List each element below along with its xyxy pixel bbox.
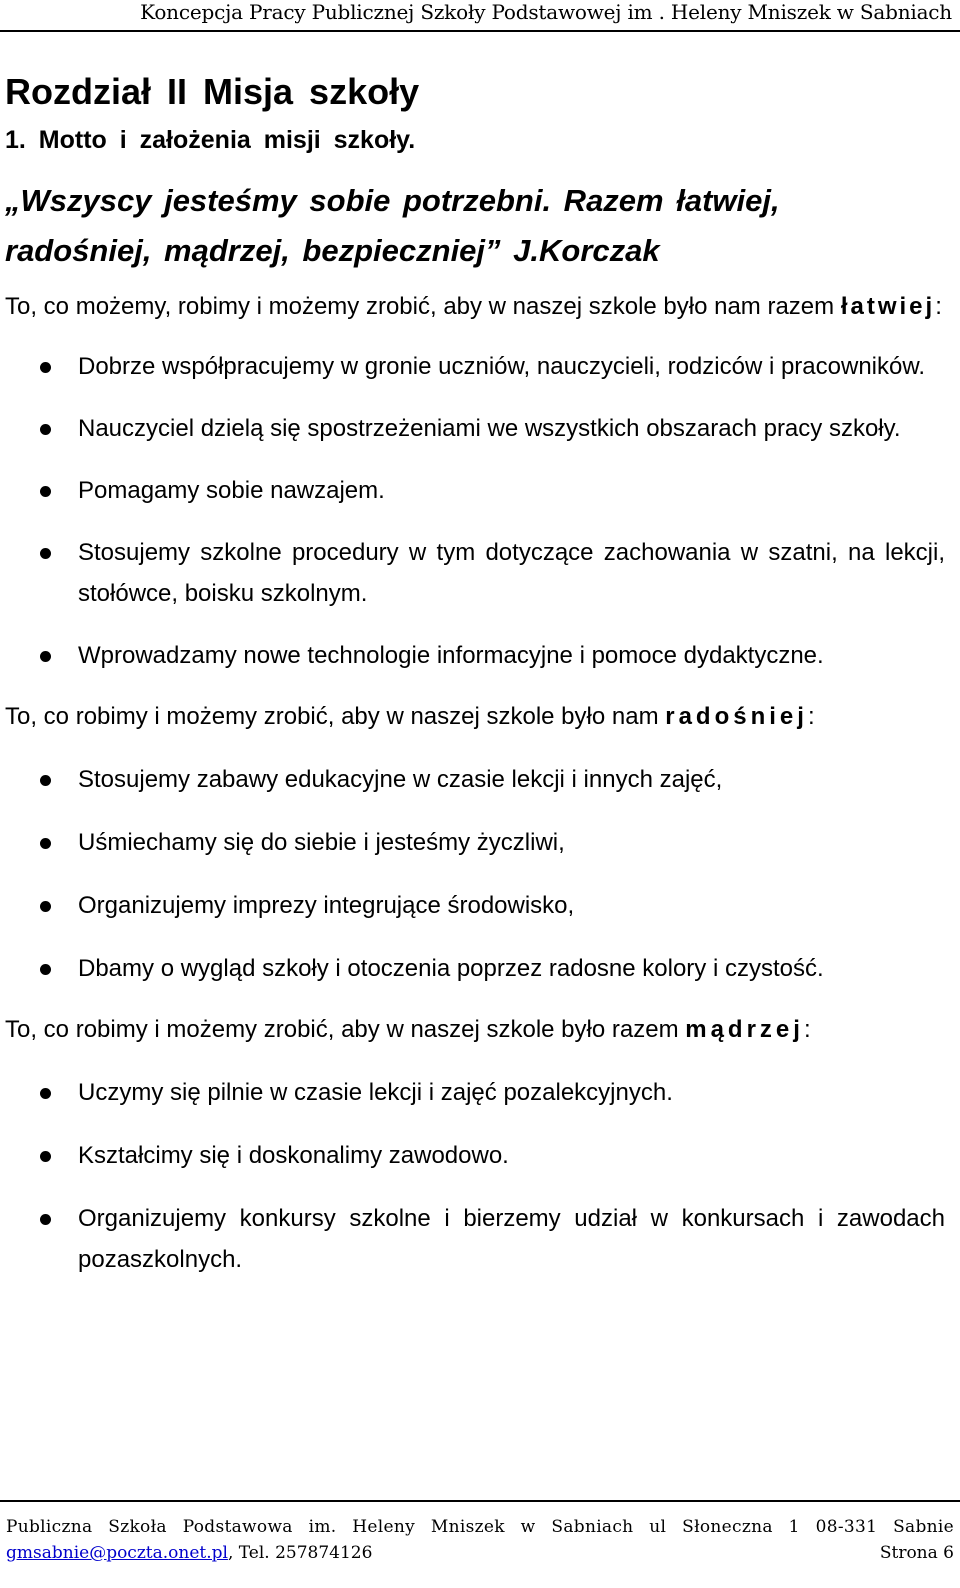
bullet-icon (40, 838, 51, 849)
footer-page-number: Strona 6 (879, 1543, 954, 1563)
list-item-text: Kształcimy się i doskonalimy zawodowo. (78, 1142, 509, 1169)
wiser-list (5, 1072, 945, 1280)
section-title: 1. Motto i założenia misji szkoły. (5, 126, 416, 154)
list-item-text: Stosujemy szkolne procedury w tym dotyczące zachowania w szatni, na lekcji, stołówce, boisku szkolnym. (78, 539, 945, 607)
list-item (5, 822, 945, 863)
easier-suffix: : (935, 293, 942, 320)
joyful-suffix: : (807, 703, 815, 730)
list-item-text: Organizujemy konkursy szkolne i bierzemy udział w konkursach i zawodach pozaszkolnych. (78, 1205, 945, 1273)
wiser-keyword: mądrzej (685, 1016, 804, 1043)
list-item-text: Wprowadzamy nowe technologie informacyjne i pomoce dydaktyczne. (78, 642, 824, 669)
running-header (0, 0, 960, 32)
wiser-intro (5, 1009, 945, 1050)
list-item (5, 885, 945, 926)
document-body (5, 70, 945, 1280)
easier-list (5, 346, 945, 676)
footer-email-link[interactable]: gmsabnie@poczta.onet.pl (6, 1543, 228, 1563)
list-item (5, 1198, 945, 1280)
list-item-text: Uczymy się pilnie w czasie lekcji i zajęć pozalekcyjnych. (78, 1079, 673, 1106)
footer-address: Publiczna Szkoła Podstawowa im. Heleny Mniszek w Sabniach ul Słoneczna 1 08-331 Sabnie (6, 1517, 954, 1537)
bullet-icon (40, 775, 51, 786)
easier-intro-text: To, co możemy, robimy i możemy zrobić, aby w naszej szkole było nam razem (5, 293, 841, 320)
bullet-icon (40, 1151, 51, 1162)
bullet-icon (40, 964, 51, 975)
footer-contact (6, 1540, 372, 1566)
list-item-text: Stosujemy zabawy edukacyjne w czasie lekcji i innych zajęć, (78, 766, 723, 793)
motto-line-1: „Wszyscy jesteśmy sobie potrzebni. Razem łatwiej, (5, 183, 780, 218)
joyful-intro (5, 696, 945, 737)
chapter-title: Rozdział II Misja szkoły (5, 71, 420, 112)
bullet-icon (40, 1214, 51, 1225)
list-item (5, 948, 945, 989)
list-item (5, 1072, 945, 1113)
bullet-icon (40, 424, 51, 435)
bullet-icon (40, 486, 51, 497)
list-item-text: Dobrze współpracujemy w gronie uczniów, nauczycieli, rodziców i pracowników. (78, 353, 926, 380)
list-item-text: Organizujemy imprezy integrujące środowisko, (78, 892, 575, 919)
list-item-text: Dbamy o wygląd szkoły i otoczenia poprzez radosne kolory i czystość. (78, 955, 824, 982)
motto-line-2: radośniej, mądrzej, bezpieczniej” J.Korczak (5, 233, 660, 268)
list-item (5, 470, 945, 511)
list-item (5, 346, 945, 387)
list-item (5, 1135, 945, 1176)
running-header-title: Koncepcja Pracy Publicznej Szkoły Podstawowej im . Heleny Mniszek w Sabniach (140, 0, 952, 24)
bullet-icon (40, 651, 51, 662)
page-footer (0, 1500, 960, 1566)
list-item (5, 532, 945, 614)
easier-intro (5, 286, 945, 327)
footer-phone: , Tel. 257874126 (227, 1543, 373, 1563)
easier-keyword: łatwiej (840, 293, 936, 320)
bullet-icon (40, 901, 51, 912)
list-item (5, 408, 945, 449)
bullet-icon (40, 1088, 51, 1099)
list-item (5, 635, 945, 676)
list-item-text: Nauczyciel dzielą się spostrzeżeniami we wszystkich obszarach pracy szkoły. (78, 415, 901, 442)
joyful-intro-text: To, co robimy i możemy zrobić, aby w naszej szkole było nam (5, 703, 666, 730)
motto-quote (5, 176, 945, 276)
bullet-icon (40, 548, 51, 559)
wiser-suffix: : (803, 1016, 811, 1043)
list-item-text: Uśmiechamy się do siebie i jesteśmy życzliwi, (78, 829, 565, 856)
list-item-text: Pomagamy sobie nawzajem. (78, 477, 385, 504)
wiser-intro-text: To, co robimy i możemy zrobić, aby w naszej szkole było razem (5, 1016, 686, 1043)
joyful-list (5, 759, 945, 989)
joyful-keyword: radośniej (665, 703, 808, 730)
footer-contact-line (6, 1540, 954, 1566)
bullet-icon (40, 362, 51, 373)
list-item (5, 759, 945, 800)
